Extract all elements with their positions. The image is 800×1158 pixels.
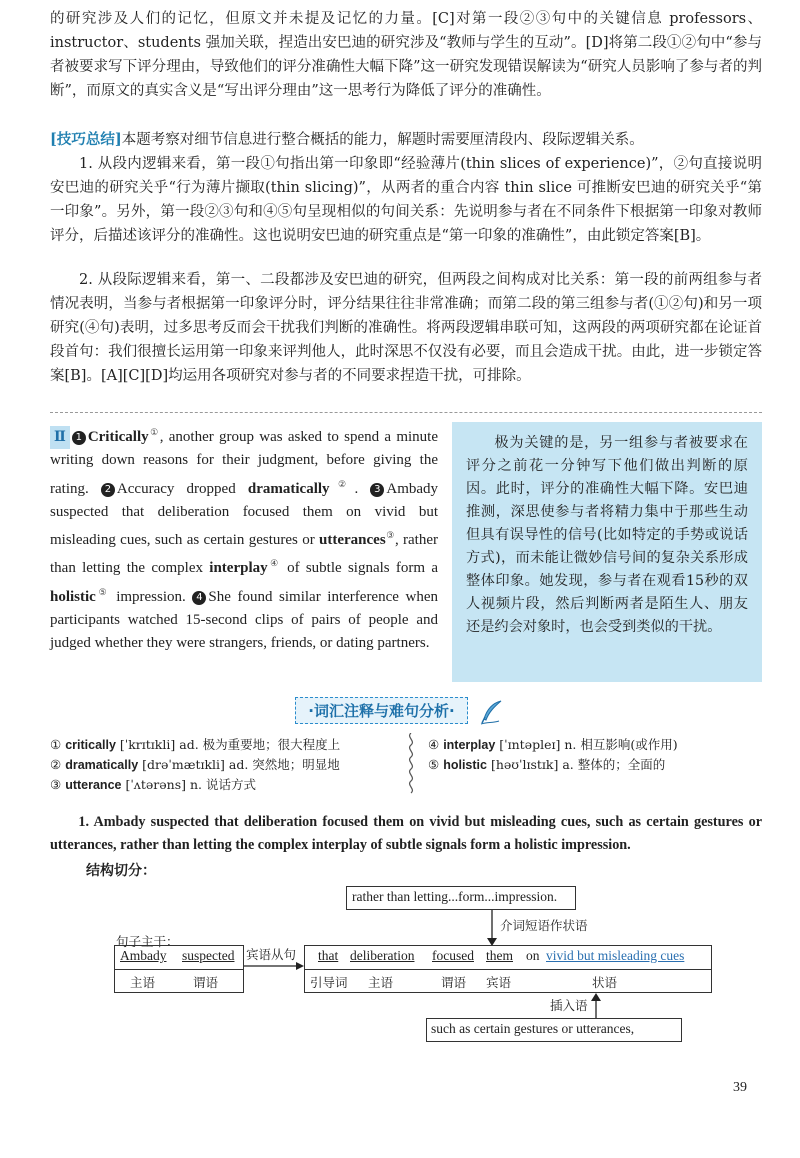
sentence-number-3: 3 <box>370 483 384 497</box>
label-predicate: 谓语 <box>193 975 219 990</box>
quill-pen-icon <box>479 699 505 725</box>
vocab-word-interplay: interplay <box>209 560 268 577</box>
vocab-item: ① critically [ˈkrɪtɪkli] ad. 极为重要地；很大程度上 <box>50 737 341 752</box>
sentence-3-text-c: of subtle signals form a <box>287 560 439 577</box>
label-object-2: 宾语 <box>486 975 512 990</box>
object-clause-box-divider <box>304 969 712 970</box>
footnote-mark-1: ① <box>148 427 160 437</box>
footnote-mark-2: ② <box>329 478 355 489</box>
footnote-mark-5: ⑤ <box>95 586 110 597</box>
word-that: that <box>318 948 339 963</box>
sentence-2-text: Accuracy dropped <box>116 480 236 497</box>
diagram-top-box-text: rather than letting...form...impression. <box>352 889 558 904</box>
vocab-item: ② dramatically [drəˈmætɪkli] ad. 突然地；明显地 <box>50 757 340 772</box>
vocab-word-critically: Critically <box>87 429 149 445</box>
arrow-right-icon <box>244 962 304 970</box>
main-clause-box-divider <box>114 969 244 970</box>
word-deliberation: deliberation <box>350 948 415 963</box>
sentence-number-2: 2 <box>101 483 115 497</box>
word-suspected: suspected <box>182 948 235 963</box>
tip-summary-label: [技巧总结] <box>50 131 122 148</box>
passage-text <box>50 421 438 656</box>
vocab-item: ④ interplay [ˈɪntəpleɪ] n. 相互影响(或作用) <box>428 737 678 752</box>
label-subject: 主语 <box>130 975 156 990</box>
explanation-paragraph-3: 2. 从段际逻辑来看，第一、二段都涉及安巴迪的研究，但两段之间构成对比关系：第一段的前两组参与者情况表明，当参与者根据第一印象评分时，评分结果往往非常准确；而第二段的第三组参与者(①②句)和另一项研究(④句)表明，过多思考反而会干扰我们判断的准确性。将两段逻辑串联可知，这两段的两项研究都在论证首段首句：我们很擅长运用第一印象来评判他人，此时深思不仅没有必要，而且会造成干扰。由此，进一步锁定答案[B]。[A][C][D]均运用各项研究对参与者的不同要求捏造干扰，可排除。 <box>50 272 762 384</box>
vocab-title-wrap <box>0 697 800 725</box>
sentence-1-text: , another group was asked to spend a minute writing down reasons for their judgment, before giving the rating. <box>50 429 438 497</box>
sentence-4-text: She found similar interference when participants watched 15-second clips of pairs of people and judged whether they were strangers, friends, or dating partners. <box>50 588 438 652</box>
tip-summary-text: 本题考察对细节信息进行整合概括的能力，解题时需要厘清段内、段际逻辑关系。 <box>121 132 644 148</box>
arrow-down-icon <box>486 910 498 946</box>
sentence-3-text-d: impression. <box>116 588 186 605</box>
translation-box: 极为关键的是，另一组参与者被要求在评分之前花一分钟写下他们做出判断的原因。此时，评分的准确性大幅下降。安巴迪推测，深思使参与者将精力集中于那些生动但具有误导性的信号(比如特定的手势或说话方式)，而未能让微妙信号间的复杂关系形成整体印象。她发现，参与者在观看15秒的双人视频片段，然后判断两者是陌生人、朋友还是约会对象时，也会受到类似的干扰。 <box>452 422 762 682</box>
label-introducer: 引导词 <box>310 975 348 990</box>
sentence-number-4: 4 <box>192 591 206 605</box>
section-divider <box>50 412 762 413</box>
structure-label: 结构切分： <box>86 863 156 879</box>
footnote-mark-4: ④ <box>267 558 281 569</box>
label-adverbial: 状语 <box>592 975 618 990</box>
vocab-list-left <box>50 735 340 795</box>
analysis-sentence: 1. Ambady suspected that deliberation focused them on vivid but misleading cues, such as certain gestures or utterances, rather than letting the complex interplay of subtle signals form a holistic impression. <box>50 814 762 853</box>
sentence-2-end: . <box>354 480 359 497</box>
vocab-list-right <box>428 735 678 775</box>
vocab-word-utterances: utterances <box>319 532 386 549</box>
vocab-item: ⑤ holistic [həʊˈlɪstɪk] a. 整体的；全面的 <box>428 757 666 772</box>
tip-summary-paragraph <box>50 128 762 152</box>
vocab-divider-ornament <box>404 733 418 797</box>
insertion-label: 插入语 <box>550 998 588 1013</box>
vocab-word-dramatically: dramatically <box>247 480 330 497</box>
page-number: 39 <box>733 1080 747 1095</box>
word-vivid-cues: vivid but misleading cues <box>546 948 685 963</box>
paragraph-roman-badge: Ⅱ <box>50 426 70 449</box>
main-clause-label: 句子主干： <box>116 934 179 949</box>
footnote-mark-3: ③ <box>385 530 395 541</box>
vocab-word-holistic: holistic <box>50 588 96 605</box>
vocab-section-title: ·词汇注释与难句分析· <box>295 697 467 724</box>
label-subject-2: 主语 <box>368 975 394 990</box>
arrow-up-icon <box>590 993 602 1019</box>
sentence-3-text-b: , rather than letting the complex <box>50 532 438 577</box>
sentence-number-1: 1 <box>72 431 86 445</box>
explanation-paragraph-1: 的研究涉及人们的记忆，但原文并未提及记忆的力量。[C]对第一段②③句中的关键信息 professors、instructor、students 强加关联，捏造出安巴迪的研究涉及“教师与学生的互动”。[D]将第二段①②句中“参与者被要求写下评分理由，导致他们的评分准确性大幅下降”这一研究发现错误解读为“研究人员影响了参与者的判断”，而原文的真实含义是“写出评分理由”这一思考行为降低了评分的准确性。 <box>50 11 762 99</box>
explanation-paragraph-2: 1. 从段内逻辑来看，第一段①句指出第一印象即“经验薄片(thin slices of experience)”，②句直接说明安巴迪的研究关乎“行为薄片撷取(thin slicing)”，从两者的重合内容 thin slice 可推断安巴迪的研究关乎“第一印象”。另外，第一段②③句和④⑤句呈现相似的句间关系：先说明参与者在不同条件下根据第一印象对教师评分，后描述该评分的准确性。这也说明安巴迪的研究重点是“第一印象的准确性”，由此锁定答案[B]。 <box>50 156 762 244</box>
object-clause-label: 宾语从句 <box>246 947 297 962</box>
sentence-3-text: Ambady suspected that deliberation focused them on vivid but misleading cues, such as certain gestures or <box>50 480 439 549</box>
vocab-item: ③ utterance [ˈʌtərəns] n. 说话方式 <box>50 777 256 792</box>
diagram-bottom-box-text: such as certain gestures or utterances, <box>431 1021 635 1036</box>
word-focused: focused <box>432 948 474 963</box>
word-them: them <box>486 948 513 963</box>
prep-phrase-label: 介词短语作状语 <box>500 918 588 933</box>
word-on: on <box>526 948 540 963</box>
word-ambady: Ambady <box>120 948 167 963</box>
label-predicate-2: 谓语 <box>441 975 467 990</box>
